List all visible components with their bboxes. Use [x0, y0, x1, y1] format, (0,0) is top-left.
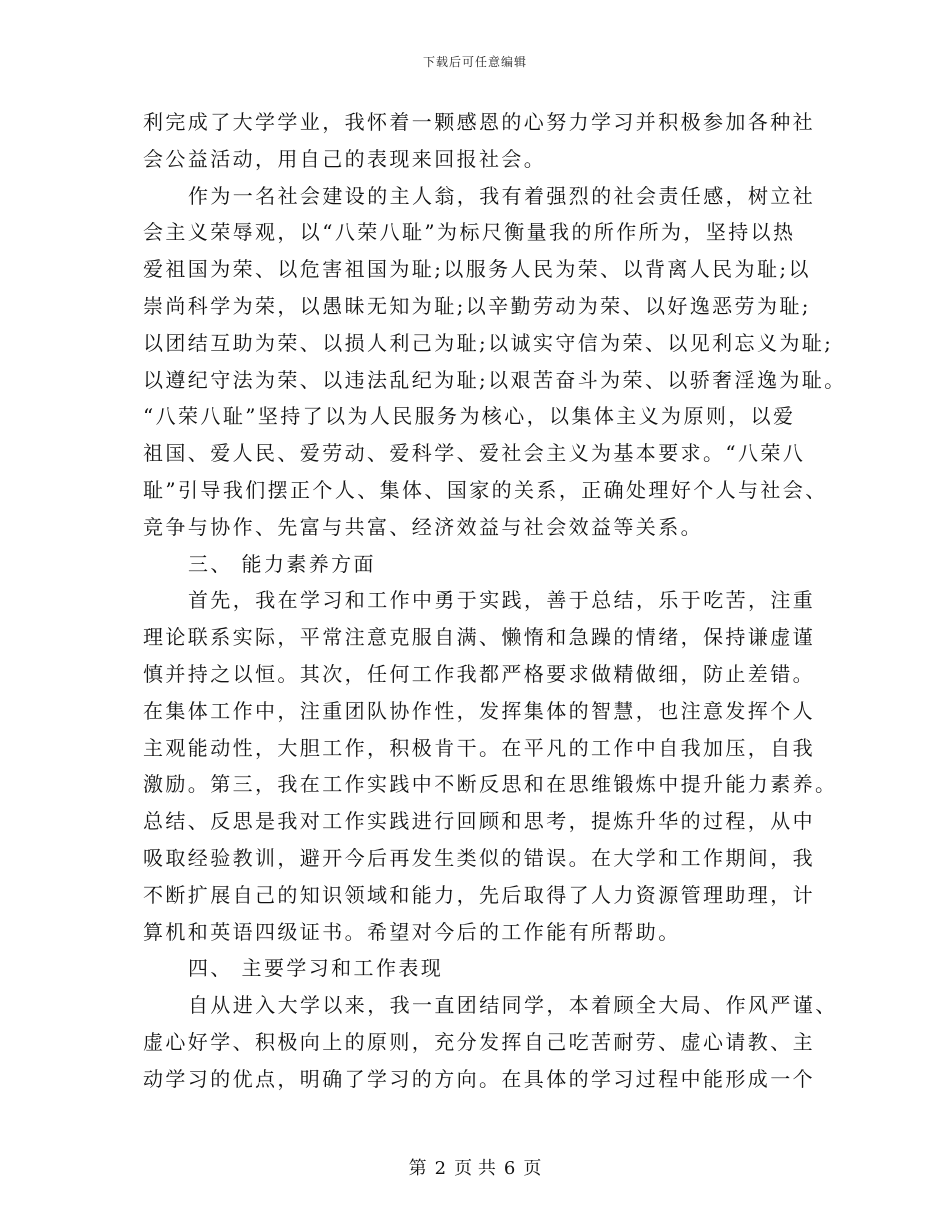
current-page-number: 2: [434, 1158, 447, 1179]
paragraph-start-line: 作为一名社会建设的主人翁，我有着强烈的社会责任感，树立社: [188, 183, 816, 208]
text-line: 会主义荣辱观，以“八荣八耻”为标尺衡量我的所作所为，坚持以热: [143, 220, 796, 245]
text-line: 会公益活动，用自己的表现来回报社会。: [143, 146, 547, 171]
text-line: 利完成了大学学业，我怀着一颗感恩的心努力学习并积极参加各种社: [143, 110, 815, 134]
paragraph-start-line: 自从进入大学以来，我一直团结同学，本着顾全大局、作风严谨、: [188, 993, 838, 1018]
text-line: 理论联系实际，平常注意克服自满、懒惰和急躁的情绪，保持谦虚谨: [143, 625, 815, 650]
text-line: 算机和英语四级证书。希望对今后的工作能有所帮助。: [143, 919, 681, 944]
text-line: 主观能动性，大胆工作，积极肯干。在平凡的工作中自我加压，自我: [143, 735, 815, 760]
section-heading: 三、 能力素养方面: [188, 551, 376, 576]
text-line: 竞争与协作、先富与共富、经济效益与社会效益等关系。: [143, 514, 703, 539]
text-line: 在集体工作中，注重团队协作性，发挥集体的智慧，也注意发挥个人: [143, 698, 815, 723]
footer-prefix: 第: [408, 1158, 427, 1179]
document-body: [143, 104, 847, 1098]
total-page-count: 6: [503, 1158, 516, 1179]
footer-suffix: 页: [523, 1158, 542, 1179]
page-footer: [0, 1154, 950, 1180]
section-heading: 四、 主要学习和工作表现: [188, 956, 444, 981]
text-line: 总结、反思是我对工作实践进行回顾和思考，提炼升华的过程，从中: [143, 809, 815, 834]
text-line: 慎并持之以恒。其次，任何工作我都严格要求做精做细，防止差错。: [143, 661, 815, 686]
text-line: 崇尚科学为荣，以愚昧无知为耻;以辛勤劳动为荣、以好逸恶劳为耻;: [143, 293, 811, 318]
text-line: 吸取经验教训，避开今后再发生类似的错误。在大学和工作期间，我: [143, 845, 815, 870]
page-header: 下载后可任意编辑: [422, 55, 527, 69]
text-line: 激励。第三，我在工作实践中不断反思和在思维锻炼中提升能力素养。: [143, 772, 838, 797]
text-line: 以团结互助为荣、以损人利己为耻;以诚实守信为荣、以见利忘义为耻;: [143, 330, 834, 355]
text-line: “八荣八耻”坚持了以为人民服务为核心，以集体主义为原则，以爱: [143, 404, 796, 429]
paragraph-start-line: 首先，我在学习和工作中勇于实践，善于总结，乐于吃苦，注重: [188, 588, 816, 613]
text-line: 耻”引导我们摆正个人、集体、国家的关系，正确处理好个人与社会、: [143, 477, 828, 502]
footer-middle: 页 共: [454, 1158, 496, 1179]
text-line: 爱祖国为荣、以危害祖国为耻;以服务人民为荣、以背离人民为耻;以: [143, 257, 811, 282]
text-line: 以遵纪守法为荣、以违法乱纪为耻;以艰苦奋斗为荣、以骄奢淫逸为耻。: [143, 367, 847, 392]
text-line: 虚心好学、积极向上的原则，充分发挥自己吃苦耐劳、虚心请教、主: [143, 1029, 815, 1054]
text-line: 祖国、爱人民、爱劳动、爱科学、爱社会主义为基本要求。“八荣八: [143, 441, 806, 466]
text-line: 不断扩展自己的知识领域和能力，先后取得了人力资源管理助理，计: [143, 882, 815, 907]
text-line: 动学习的优点，明确了学习的方向。在具体的学习过程中能形成一个: [143, 1066, 815, 1091]
